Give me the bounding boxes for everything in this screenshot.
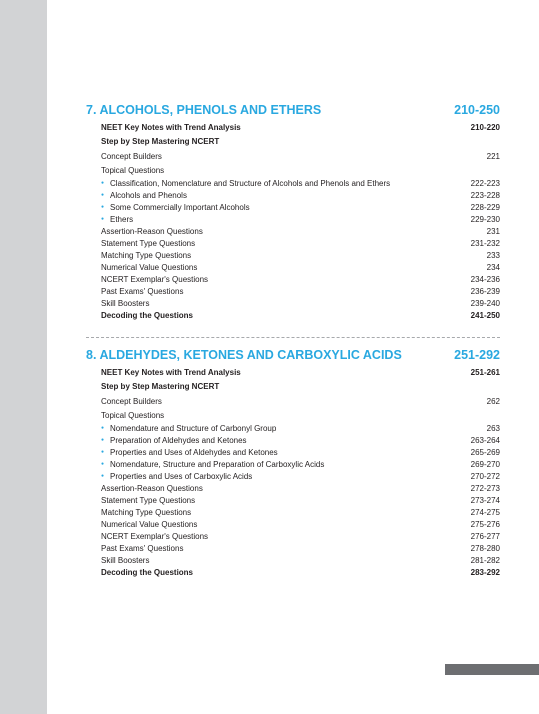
entry-page-numbers: 231 [486, 227, 500, 237]
entry-page-numbers: 251-261 [470, 368, 500, 377]
chapter-heading [86, 345, 500, 365]
entry-label: Numerical Value Questions [101, 263, 198, 273]
entry-label: ● Alcohols and Phenols [101, 190, 187, 202]
toc-entry [86, 543, 500, 555]
toc-entry [86, 409, 500, 423]
entry-label: Concept Builders [101, 151, 162, 161]
entry-page-numbers: 262 [486, 396, 500, 406]
entry-label: Matching Type Questions [101, 508, 192, 518]
entry-page-numbers: 281-282 [470, 556, 500, 566]
toc-entry [86, 567, 500, 579]
entry-page-numbers: 223-228 [470, 191, 500, 201]
entry-label: Statement Type Questions [101, 496, 196, 506]
entry-label: ● Nomendature and Structure of Carbonyl Group [101, 423, 276, 435]
entry-page-numbers: 263 [486, 424, 500, 434]
chapter-page-range: 251-292 [454, 348, 500, 362]
entry-label: Past Exams' Questions [101, 287, 184, 297]
entry-page-numbers: 221 [486, 151, 500, 161]
entry-label: NEET Key Notes with Trend Analysis [101, 123, 241, 132]
entry-page-numbers: 283-292 [470, 568, 500, 578]
entry-list [86, 366, 500, 579]
chapter-title [86, 100, 321, 120]
entry-label: Skill Boosters [101, 299, 150, 309]
entry-page-numbers: 272-273 [470, 484, 500, 494]
chapter-name: ALDEHYDES, KETONES AND CARBOXYLIC ACIDS [99, 348, 402, 362]
toc-entry [86, 366, 500, 380]
chapter-7-section [86, 100, 500, 322]
toc-bullet-entry [86, 190, 500, 202]
toc-bullet-entry [86, 423, 500, 435]
toc-entry [86, 226, 500, 238]
toc-bullet-entry [86, 459, 500, 471]
entry-page-numbers: 241-250 [470, 311, 500, 321]
toc-entry [86, 150, 500, 164]
entry-page-numbers: 231-232 [470, 239, 500, 249]
entry-page-numbers: 239-240 [470, 299, 500, 309]
entry-page-numbers: 229-230 [470, 215, 500, 225]
entry-label: Matching Type Questions [101, 251, 192, 261]
chapter-number: 8. [86, 348, 97, 362]
entry-label: Assertion-Reason Questions [101, 484, 203, 494]
entry-page-numbers: 278-280 [470, 544, 500, 554]
entry-page-numbers: 234-236 [470, 275, 500, 285]
chapter-heading [86, 100, 500, 120]
entry-page-numbers: 275-276 [470, 520, 500, 530]
toc-entry [86, 555, 500, 567]
toc-entry [86, 310, 500, 322]
entry-label: Topical Questions [101, 410, 165, 420]
entry-label: Decoding the Questions [101, 568, 194, 578]
toc-entry [86, 519, 500, 531]
entry-list [86, 121, 500, 322]
toc-entry [86, 395, 500, 409]
entry-label: Step by Step Mastering NCERT [101, 137, 220, 147]
entry-label: Skill Boosters [101, 556, 150, 566]
toc-entry [86, 262, 500, 274]
entry-label: Statement Type Questions [101, 239, 196, 249]
entry-page-numbers: 265-269 [470, 448, 500, 458]
entry-label: Past Exams' Questions [101, 544, 184, 554]
toc-bullet-entry [86, 435, 500, 447]
entry-label: Decoding the Questions [101, 311, 194, 321]
toc-bullet-entry [86, 447, 500, 459]
toc-entry [86, 164, 500, 178]
chapter-number: 7. [86, 103, 97, 117]
entry-label: Concept Builders [101, 396, 162, 406]
toc-entry [86, 274, 500, 286]
toc-entry [86, 380, 500, 394]
toc-entry [86, 121, 500, 135]
entry-label: ● Properties and Uses of Carboxylic Acids [101, 471, 252, 483]
toc-entry [86, 250, 500, 262]
entry-page-numbers: 228-229 [470, 203, 500, 213]
entry-page-numbers: 210-220 [470, 123, 500, 132]
left-margin-strip [0, 0, 47, 714]
entry-label: Assertion-Reason Questions [101, 227, 203, 237]
entry-page-numbers: 274-275 [470, 508, 500, 518]
entry-label: ● Preparation of Aldehydes and Ketones [101, 435, 247, 447]
entry-label: ● Ethers [101, 214, 133, 226]
entry-label: NCERT Exemplar's Questions [101, 532, 209, 542]
chapter-title [86, 345, 402, 365]
entry-page-numbers: 270-272 [470, 472, 500, 482]
entry-label: Topical Questions [101, 165, 165, 175]
entry-page-numbers: 222-223 [470, 179, 500, 189]
entry-page-numbers: 269-270 [470, 460, 500, 470]
entry-label: ● Nomendature, Structure and Preparation of Carboxylic Acids [101, 459, 324, 471]
entry-label: Step by Step Mastering NCERT [101, 382, 220, 392]
toc-entry [86, 286, 500, 298]
toc-bullet-entry [86, 214, 500, 226]
toc-entry [86, 135, 500, 149]
entry-page-numbers: 236-239 [470, 287, 500, 297]
entry-page-numbers: 273-274 [470, 496, 500, 506]
entry-page-numbers: 234 [486, 263, 500, 273]
entry-label: ● Classification, Nomenclature and Structure of Alcohols and Phenols and Ethers [101, 178, 390, 190]
entry-page-numbers: 233 [486, 251, 500, 261]
toc-entry [86, 531, 500, 543]
chapter-page-range: 210-250 [454, 103, 500, 117]
toc-entry [86, 238, 500, 250]
toc-bullet-entry [86, 471, 500, 483]
entry-page-numbers: 276-277 [470, 532, 500, 542]
toc-entry [86, 507, 500, 519]
entry-label: NEET Key Notes with Trend Analysis [101, 368, 241, 377]
chapter-name: ALCOHOLS, PHENOLS AND ETHERS [99, 103, 322, 117]
entry-label: ● Some Commercially Important Alcohols [101, 202, 250, 214]
footer-bar [445, 664, 539, 675]
chapter-8-section [86, 345, 500, 579]
entry-label: NCERT Exemplar's Questions [101, 275, 209, 285]
toc-bullet-entry [86, 178, 500, 190]
toc-entry [86, 298, 500, 310]
entry-label: ● Properties and Uses of Aldehydes and Ketones [101, 447, 278, 459]
toc-entry [86, 495, 500, 507]
entry-label: Numerical Value Questions [101, 520, 198, 530]
section-divider [86, 337, 500, 338]
toc-bullet-entry [86, 202, 500, 214]
entry-page-numbers: 263-264 [470, 436, 500, 446]
toc-entry [86, 483, 500, 495]
